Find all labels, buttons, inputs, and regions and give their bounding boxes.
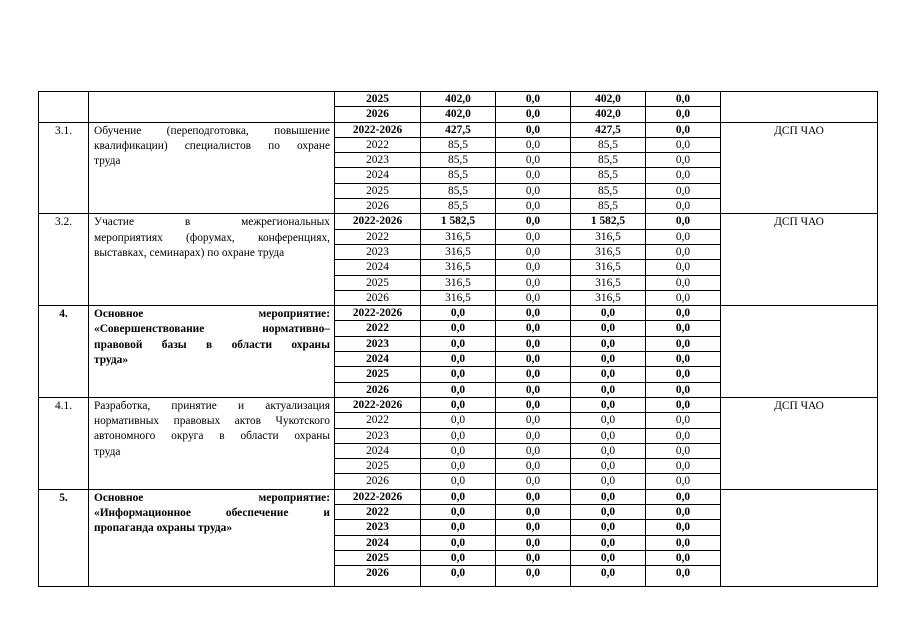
value-cell: 0,0 bbox=[571, 443, 646, 458]
executor-cell bbox=[721, 489, 878, 586]
item-description bbox=[89, 122, 335, 214]
value-cell: 0,0 bbox=[646, 489, 721, 504]
value-cell: 0,0 bbox=[496, 244, 571, 259]
value-cell: 0,0 bbox=[421, 489, 496, 504]
year-cell: 2022 bbox=[335, 505, 421, 520]
value-cell: 0,0 bbox=[421, 382, 496, 397]
value-cell: 0,0 bbox=[496, 428, 571, 443]
value-cell: 0,0 bbox=[571, 306, 646, 321]
value-cell: 0,0 bbox=[646, 474, 721, 489]
value-cell: 0,0 bbox=[496, 199, 571, 214]
value-cell: 0,0 bbox=[496, 107, 571, 122]
value-cell: 0,0 bbox=[646, 505, 721, 520]
value-cell: 0,0 bbox=[646, 260, 721, 275]
value-cell: 316,5 bbox=[421, 260, 496, 275]
description-line: мероприятиях (форумах, конференциях, bbox=[94, 231, 330, 244]
year-cell: 2022 bbox=[335, 413, 421, 428]
description-line: нормативных правовых актов Чукотского bbox=[94, 415, 330, 428]
value-cell: 0,0 bbox=[646, 275, 721, 290]
value-cell: 0,0 bbox=[646, 535, 721, 550]
value-cell: 0,0 bbox=[571, 413, 646, 428]
description-cell bbox=[89, 92, 335, 123]
value-cell: 0,0 bbox=[496, 397, 571, 412]
year-cell: 2024 bbox=[335, 535, 421, 550]
value-cell: 0,0 bbox=[496, 413, 571, 428]
value-cell: 0,0 bbox=[646, 367, 721, 382]
description-line: «Информационное обеспечение и bbox=[94, 506, 330, 519]
year-cell: 2025 bbox=[335, 459, 421, 474]
year-cell: 2022-2026 bbox=[335, 306, 421, 321]
executor-cell: ДСП ЧАО bbox=[721, 397, 878, 489]
value-cell: 0,0 bbox=[421, 474, 496, 489]
description-line: труда bbox=[94, 445, 121, 458]
description-line: Обучение (переподготовка, повышение bbox=[94, 124, 330, 137]
value-cell: 0,0 bbox=[421, 566, 496, 587]
year-cell: 2026 bbox=[335, 290, 421, 305]
executor-cell: ДСП ЧАО bbox=[721, 122, 878, 214]
value-cell: 402,0 bbox=[571, 107, 646, 122]
value-cell: 0,0 bbox=[646, 520, 721, 535]
year-cell: 2022 bbox=[335, 137, 421, 152]
value-cell: 427,5 bbox=[571, 122, 646, 137]
year-cell: 2022-2026 bbox=[335, 214, 421, 229]
value-cell: 316,5 bbox=[421, 275, 496, 290]
table-row bbox=[39, 489, 878, 504]
value-cell: 0,0 bbox=[646, 306, 721, 321]
value-cell: 0,0 bbox=[571, 505, 646, 520]
year-cell: 2022 bbox=[335, 229, 421, 244]
value-cell: 85,5 bbox=[421, 137, 496, 152]
value-cell: 0,0 bbox=[496, 505, 571, 520]
value-cell: 0,0 bbox=[646, 199, 721, 214]
item-description bbox=[89, 489, 335, 586]
value-cell: 0,0 bbox=[646, 137, 721, 152]
value-cell: 0,0 bbox=[571, 321, 646, 336]
value-cell: 0,0 bbox=[496, 137, 571, 152]
value-cell: 0,0 bbox=[646, 214, 721, 229]
description-line: труда» bbox=[94, 353, 129, 366]
value-cell: 0,0 bbox=[496, 459, 571, 474]
year-cell: 2026 bbox=[335, 199, 421, 214]
value-cell: 427,5 bbox=[421, 122, 496, 137]
executor-cell bbox=[721, 92, 878, 123]
year-cell: 2025 bbox=[335, 275, 421, 290]
year-cell: 2022-2026 bbox=[335, 397, 421, 412]
value-cell: 402,0 bbox=[571, 92, 646, 107]
year-cell: 2026 bbox=[335, 566, 421, 587]
year-cell: 2023 bbox=[335, 244, 421, 259]
value-cell: 0,0 bbox=[421, 321, 496, 336]
value-cell: 0,0 bbox=[496, 92, 571, 107]
value-cell: 0,0 bbox=[496, 520, 571, 535]
description-line: квалификации) специалистов по охране bbox=[94, 139, 330, 152]
value-cell: 0,0 bbox=[571, 428, 646, 443]
year-cell: 2025 bbox=[335, 367, 421, 382]
value-cell: 0,0 bbox=[421, 428, 496, 443]
value-cell: 0,0 bbox=[496, 290, 571, 305]
value-cell: 0,0 bbox=[421, 443, 496, 458]
value-cell: 316,5 bbox=[421, 244, 496, 259]
value-cell: 0,0 bbox=[496, 535, 571, 550]
year-cell: 2025 bbox=[335, 550, 421, 565]
value-cell: 0,0 bbox=[646, 566, 721, 587]
value-cell: 402,0 bbox=[421, 107, 496, 122]
value-cell: 0,0 bbox=[646, 183, 721, 198]
value-cell: 316,5 bbox=[421, 229, 496, 244]
program-budget-table bbox=[38, 91, 878, 587]
value-cell: 0,0 bbox=[421, 520, 496, 535]
value-cell: 0,0 bbox=[496, 566, 571, 587]
value-cell: 316,5 bbox=[571, 290, 646, 305]
document-page bbox=[38, 91, 877, 587]
year-cell: 2022-2026 bbox=[335, 489, 421, 504]
value-cell: 0,0 bbox=[646, 428, 721, 443]
description-line: правовой базы в области охраны bbox=[94, 338, 330, 351]
value-cell: 0,0 bbox=[646, 443, 721, 458]
value-cell: 0,0 bbox=[646, 244, 721, 259]
year-cell: 2022-2026 bbox=[335, 122, 421, 137]
value-cell: 0,0 bbox=[646, 122, 721, 137]
value-cell: 316,5 bbox=[571, 244, 646, 259]
item-number: 4.1. bbox=[39, 397, 89, 489]
value-cell: 0,0 bbox=[571, 382, 646, 397]
description-line: труда bbox=[94, 155, 121, 167]
value-cell: 0,0 bbox=[646, 290, 721, 305]
value-cell: 0,0 bbox=[496, 275, 571, 290]
value-cell: 0,0 bbox=[496, 367, 571, 382]
value-cell: 0,0 bbox=[496, 489, 571, 504]
table-row bbox=[39, 214, 878, 229]
description-line: «Совершенствование нормативно– bbox=[94, 323, 330, 336]
value-cell: 0,0 bbox=[646, 336, 721, 351]
year-cell: 2024 bbox=[335, 260, 421, 275]
value-cell: 0,0 bbox=[571, 489, 646, 504]
value-cell: 0,0 bbox=[496, 443, 571, 458]
year-cell: 2023 bbox=[335, 520, 421, 535]
value-cell: 0,0 bbox=[421, 367, 496, 382]
value-cell: 0,0 bbox=[421, 505, 496, 520]
item-number: 3.1. bbox=[39, 122, 89, 214]
value-cell: 0,0 bbox=[421, 306, 496, 321]
value-cell: 316,5 bbox=[571, 260, 646, 275]
value-cell: 0,0 bbox=[646, 413, 721, 428]
value-cell: 85,5 bbox=[571, 199, 646, 214]
year-cell: 2024 bbox=[335, 443, 421, 458]
value-cell: 0,0 bbox=[571, 352, 646, 367]
value-cell: 316,5 bbox=[571, 275, 646, 290]
value-cell: 0,0 bbox=[571, 397, 646, 412]
value-cell: 0,0 bbox=[421, 535, 496, 550]
value-cell: 0,0 bbox=[646, 229, 721, 244]
description-line: Участие в межрегиональных bbox=[94, 216, 330, 229]
value-cell: 0,0 bbox=[496, 321, 571, 336]
year-cell: 2023 bbox=[335, 428, 421, 443]
value-cell: 0,0 bbox=[496, 382, 571, 397]
value-cell: 0,0 bbox=[496, 336, 571, 351]
year-cell: 2024 bbox=[335, 352, 421, 367]
description-line: Основное мероприятие: bbox=[94, 491, 330, 504]
value-cell: 0,0 bbox=[421, 336, 496, 351]
value-cell: 0,0 bbox=[496, 183, 571, 198]
value-cell: 1 582,5 bbox=[421, 214, 496, 229]
value-cell: 0,0 bbox=[646, 397, 721, 412]
value-cell: 0,0 bbox=[496, 306, 571, 321]
value-cell: 0,0 bbox=[571, 566, 646, 587]
value-cell: 0,0 bbox=[571, 535, 646, 550]
value-cell: 0,0 bbox=[646, 550, 721, 565]
item-description bbox=[89, 214, 335, 306]
value-cell: 85,5 bbox=[571, 183, 646, 198]
description-line: пропаганда охраны труда» bbox=[94, 522, 233, 535]
value-cell: 0,0 bbox=[646, 153, 721, 168]
value-cell: 0,0 bbox=[571, 459, 646, 474]
value-cell: 0,0 bbox=[421, 352, 496, 367]
value-cell: 0,0 bbox=[571, 520, 646, 535]
item-description bbox=[89, 306, 335, 398]
description-line: выставках, семинарах) по охране труда bbox=[94, 246, 285, 259]
value-cell: 0,0 bbox=[646, 321, 721, 336]
value-cell: 0,0 bbox=[571, 367, 646, 382]
value-cell: 85,5 bbox=[421, 199, 496, 214]
year-cell: 2024 bbox=[335, 168, 421, 183]
table-body bbox=[39, 92, 878, 587]
value-cell: 1 582,5 bbox=[571, 214, 646, 229]
value-cell: 0,0 bbox=[646, 107, 721, 122]
year-cell: 2026 bbox=[335, 382, 421, 397]
value-cell: 0,0 bbox=[496, 214, 571, 229]
table-row bbox=[39, 306, 878, 321]
item-number: 4. bbox=[39, 306, 89, 398]
value-cell: 0,0 bbox=[496, 168, 571, 183]
value-cell: 0,0 bbox=[646, 382, 721, 397]
table-row bbox=[39, 122, 878, 137]
description-line: автономного округа в области охраны bbox=[94, 430, 330, 443]
year-cell: 2025 bbox=[335, 183, 421, 198]
executor-cell bbox=[721, 306, 878, 398]
item-number: 3.2. bbox=[39, 214, 89, 306]
year-cell: 2026 bbox=[335, 474, 421, 489]
item-description bbox=[89, 397, 335, 489]
value-cell: 316,5 bbox=[571, 229, 646, 244]
value-cell: 0,0 bbox=[496, 122, 571, 137]
year-cell: 2022 bbox=[335, 321, 421, 336]
table-row bbox=[39, 92, 878, 107]
value-cell: 0,0 bbox=[421, 459, 496, 474]
value-cell: 85,5 bbox=[571, 168, 646, 183]
value-cell: 85,5 bbox=[421, 168, 496, 183]
value-cell: 0,0 bbox=[496, 550, 571, 565]
value-cell: 0,0 bbox=[646, 168, 721, 183]
year-cell: 2023 bbox=[335, 336, 421, 351]
value-cell: 85,5 bbox=[571, 153, 646, 168]
value-cell: 0,0 bbox=[496, 260, 571, 275]
description-line: Разработка, принятие и актуализация bbox=[94, 399, 330, 412]
value-cell: 0,0 bbox=[421, 413, 496, 428]
item-number: 5. bbox=[39, 489, 89, 586]
description-line: Основное мероприятие: bbox=[94, 308, 330, 321]
executor-cell: ДСП ЧАО bbox=[721, 214, 878, 306]
value-cell: 85,5 bbox=[571, 137, 646, 152]
value-cell: 85,5 bbox=[421, 183, 496, 198]
value-cell: 0,0 bbox=[571, 550, 646, 565]
value-cell: 0,0 bbox=[646, 352, 721, 367]
value-cell: 0,0 bbox=[496, 153, 571, 168]
year-cell: 2025 bbox=[335, 92, 421, 107]
value-cell: 0,0 bbox=[421, 550, 496, 565]
value-cell: 0,0 bbox=[571, 474, 646, 489]
year-cell: 2026 bbox=[335, 107, 421, 122]
value-cell: 0,0 bbox=[496, 229, 571, 244]
number-cell bbox=[39, 92, 89, 123]
value-cell: 0,0 bbox=[496, 352, 571, 367]
value-cell: 85,5 bbox=[421, 153, 496, 168]
value-cell: 0,0 bbox=[421, 397, 496, 412]
value-cell: 402,0 bbox=[421, 92, 496, 107]
value-cell: 0,0 bbox=[646, 459, 721, 474]
value-cell: 316,5 bbox=[421, 290, 496, 305]
value-cell: 0,0 bbox=[646, 92, 721, 107]
table-row bbox=[39, 397, 878, 412]
year-cell: 2023 bbox=[335, 153, 421, 168]
value-cell: 0,0 bbox=[496, 474, 571, 489]
value-cell: 0,0 bbox=[571, 336, 646, 351]
